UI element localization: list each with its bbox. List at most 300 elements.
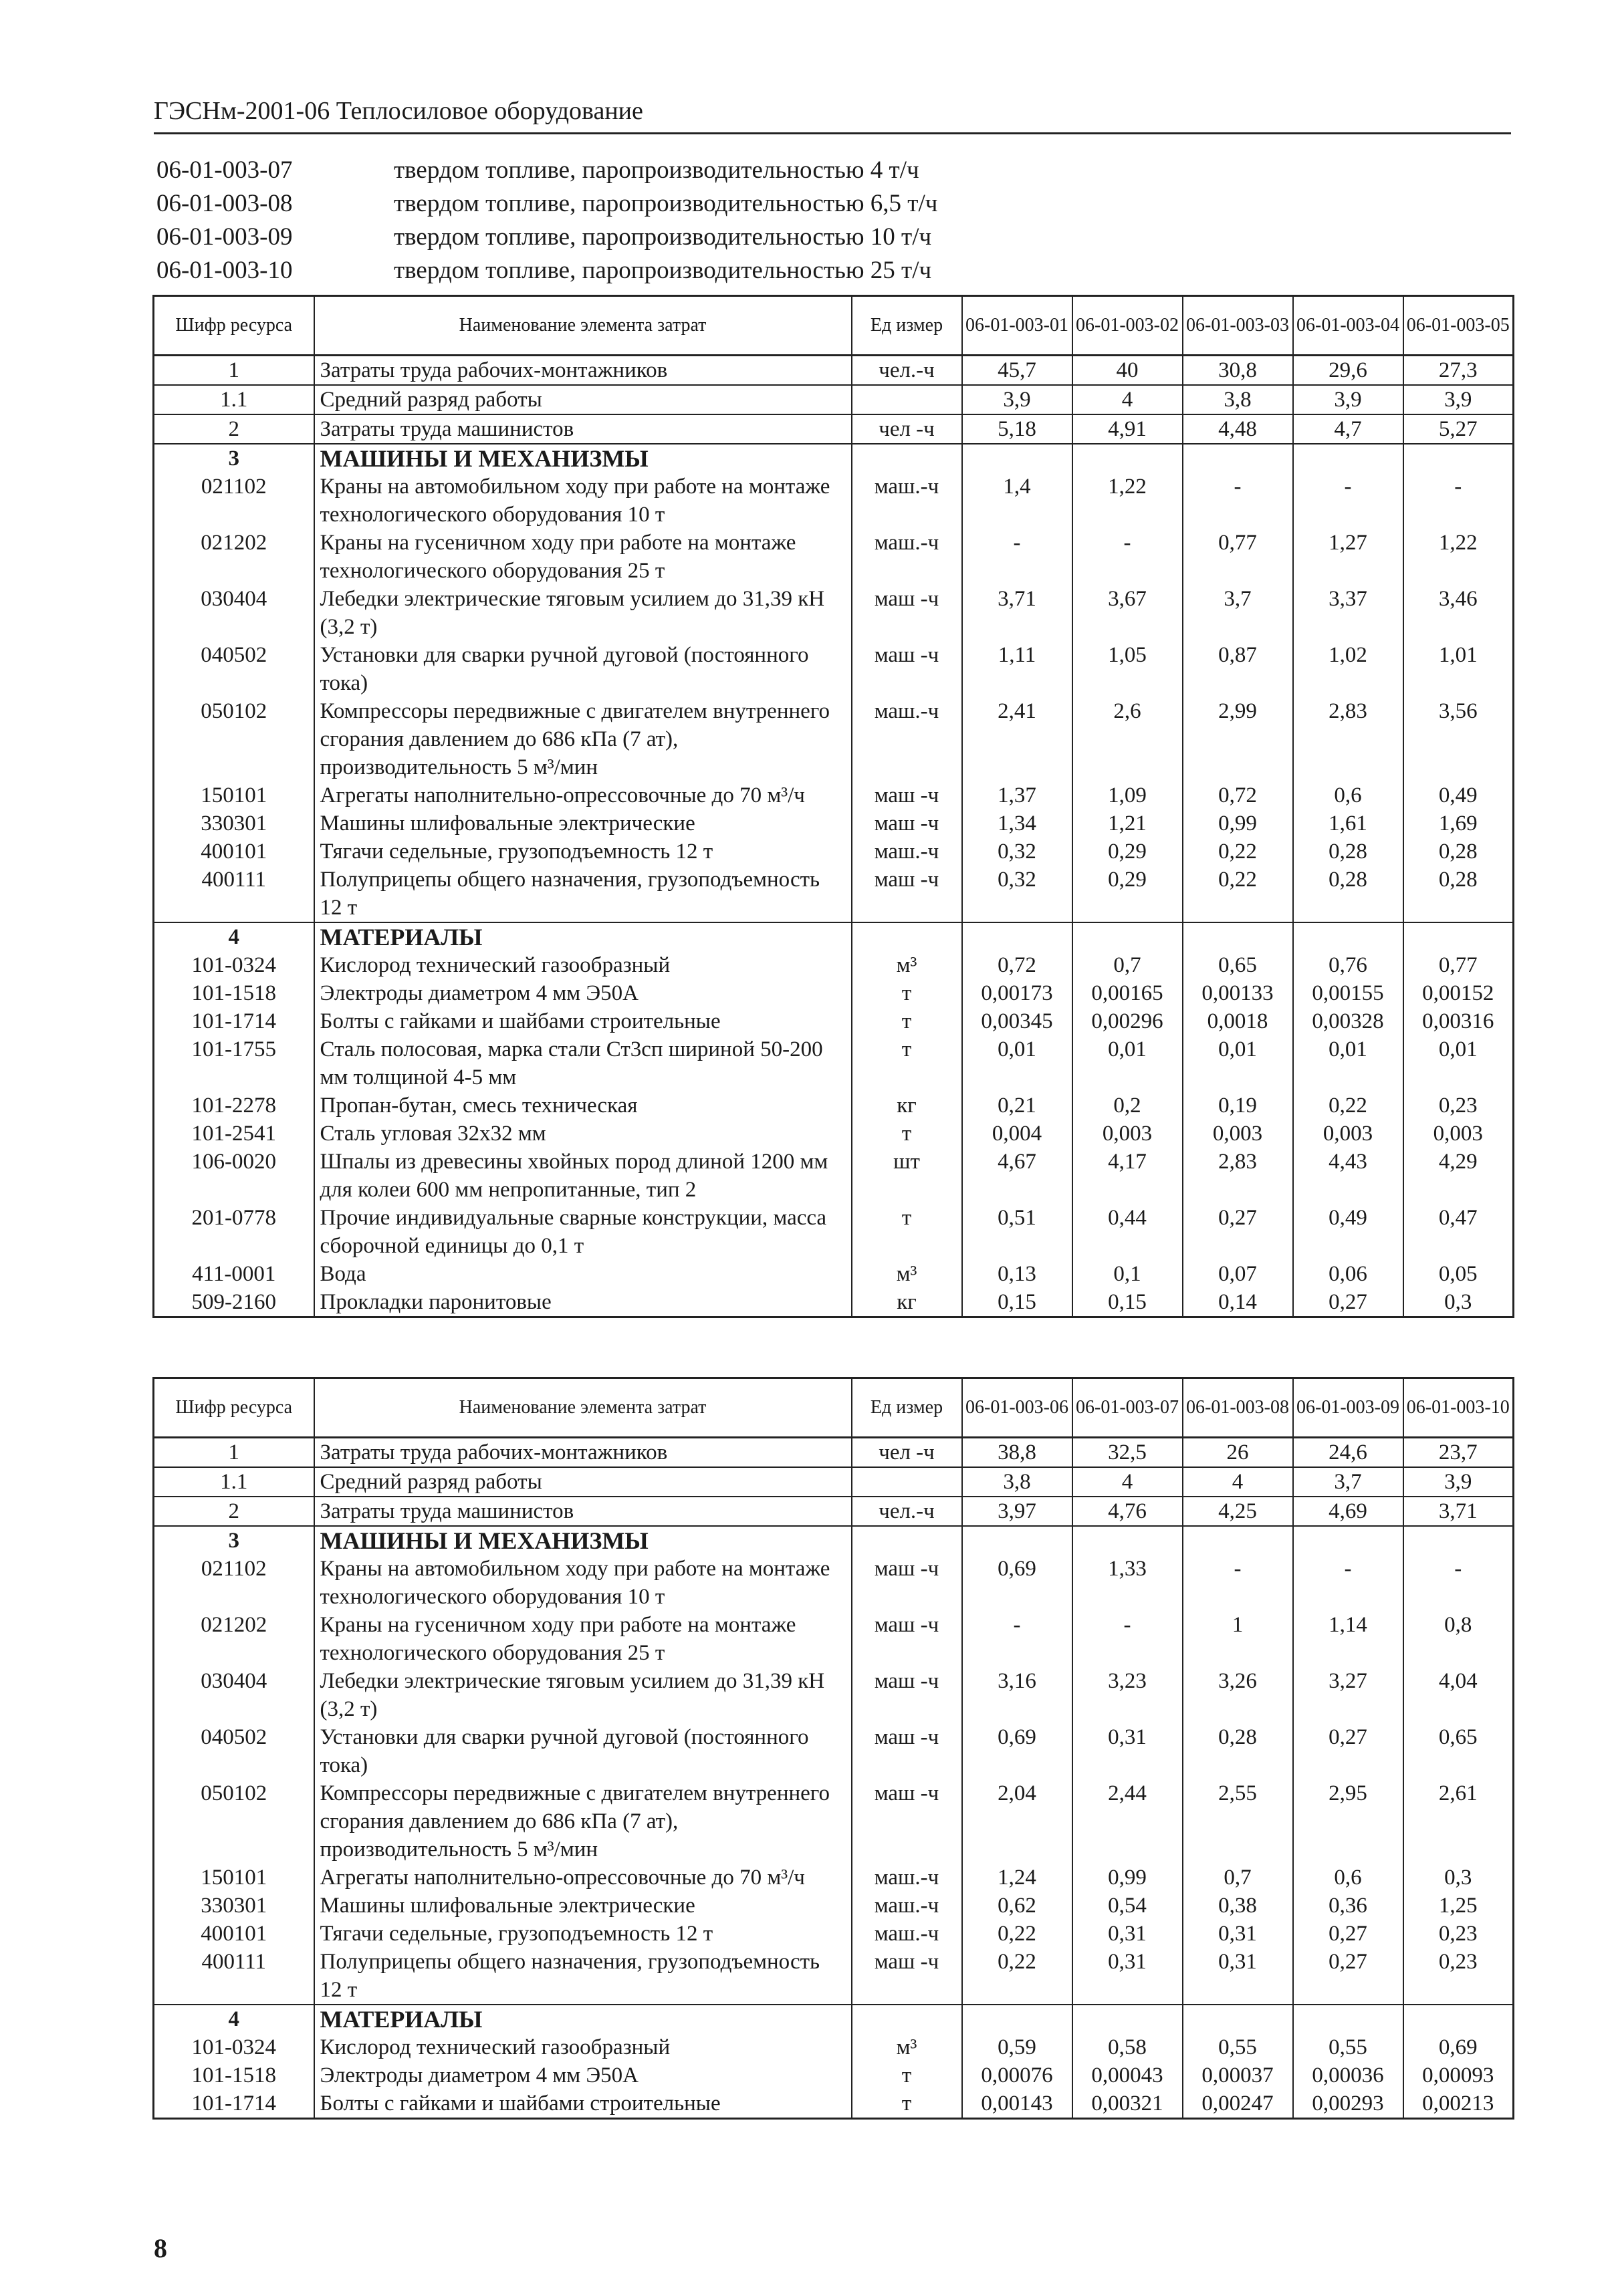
table-row xyxy=(154,697,1514,781)
cell-value: 2,83 xyxy=(1293,697,1403,781)
header-unit: Ед измер xyxy=(852,1378,962,1438)
header-unit: Ед измер xyxy=(852,296,962,356)
cell-code: 101-2541 xyxy=(154,1120,314,1148)
cell-unit: маш.-ч xyxy=(852,1892,962,1920)
cell-value: 0,28 xyxy=(1293,866,1403,922)
cell-value xyxy=(962,444,1072,473)
cell-unit: т xyxy=(852,1007,962,1035)
cell-value: 0,65 xyxy=(1403,1723,1514,1779)
table-row xyxy=(154,866,1514,922)
cell-value: 0,38 xyxy=(1183,1892,1293,1920)
table-row xyxy=(154,1120,1514,1148)
cell-unit: т xyxy=(852,1120,962,1148)
table-header-row xyxy=(154,1378,1514,1438)
header-col-4: 06-01-003-09 xyxy=(1293,1378,1403,1438)
table-row xyxy=(154,951,1514,979)
cell-value: 0,6 xyxy=(1293,1864,1403,1892)
table-row xyxy=(154,1467,1514,1497)
cell-value: 0,65 xyxy=(1183,951,1293,979)
cell-value: 2,83 xyxy=(1183,1148,1293,1204)
code-description: твердом топливе, паропроизводительностью 4 т/ч xyxy=(394,156,919,184)
cell-value: 0,004 xyxy=(962,1120,1072,1148)
cell-code: 050102 xyxy=(154,697,314,781)
cell-unit xyxy=(852,922,962,951)
cell-value: 0,29 xyxy=(1072,838,1183,866)
table-row xyxy=(154,414,1514,444)
cell-code: 4 xyxy=(154,2005,314,2033)
table-row xyxy=(154,838,1514,866)
cell-value: 4,76 xyxy=(1072,1497,1183,1526)
cell-unit: м³ xyxy=(852,2033,962,2061)
cell-value xyxy=(1403,444,1514,473)
cell-value: 0,00345 xyxy=(962,1007,1072,1035)
cell-unit: маш -ч xyxy=(852,1611,962,1667)
cell-value: 5,18 xyxy=(962,414,1072,444)
cell-value: 1,69 xyxy=(1403,809,1514,838)
cell-value: 0,00213 xyxy=(1403,2089,1514,2119)
cell-value xyxy=(1183,1526,1293,1555)
cell-name: Затраты труда рабочих-монтажников xyxy=(314,356,852,386)
cell-name: Электроды диаметром 4 мм Э50А xyxy=(314,979,852,1007)
cell-value: 3,67 xyxy=(1072,585,1183,641)
cell-unit: маш.-ч xyxy=(852,529,962,585)
cell-name: Болты с гайками и шайбами строительные xyxy=(314,2089,852,2119)
cell-name: Сталь угловая 32х32 мм xyxy=(314,1120,852,1148)
cell-value xyxy=(1293,922,1403,951)
cell-code: 021102 xyxy=(154,473,314,529)
code-row xyxy=(156,254,1427,287)
section-row xyxy=(154,922,1514,951)
cell-value: 2,44 xyxy=(1072,1779,1183,1864)
cell-name: Компрессоры передвижные с двигателем внутреннего сгорания давлением до 686 кПа (7 ат), производительность 5 м³/мин xyxy=(314,697,852,781)
cell-value: 4 xyxy=(1072,1467,1183,1497)
cell-unit: т xyxy=(852,2061,962,2089)
cell-value: 0,99 xyxy=(1183,809,1293,838)
cell-name: Шпалы из древесины хвойных пород длиной 1200 мм для колеи 600 мм непропитанные, тип 2 xyxy=(314,1148,852,1204)
cell-value: 1,4 xyxy=(962,473,1072,529)
cell-value: 0,77 xyxy=(1403,951,1514,979)
cell-value: 0,00043 xyxy=(1072,2061,1183,2089)
cell-value: 3,9 xyxy=(962,385,1072,414)
cell-value: - xyxy=(962,529,1072,585)
cell-value: 3,56 xyxy=(1403,697,1514,781)
cell-value: 3,23 xyxy=(1072,1667,1183,1723)
cell-value: 0,00321 xyxy=(1072,2089,1183,2119)
cell-value: 0,87 xyxy=(1183,641,1293,697)
cell-value: 0,00155 xyxy=(1293,979,1403,1007)
cell-value: 1,37 xyxy=(962,781,1072,809)
cell-value: 0,15 xyxy=(1072,1288,1183,1317)
cell-value: 3,71 xyxy=(962,585,1072,641)
table-row xyxy=(154,809,1514,838)
table-row xyxy=(154,1204,1514,1260)
cell-value: 0,8 xyxy=(1403,1611,1514,1667)
table-row xyxy=(154,1438,1514,1468)
cell-name: МАТЕРИАЛЫ xyxy=(314,922,852,951)
table-row xyxy=(154,781,1514,809)
cell-value: 3,9 xyxy=(1293,385,1403,414)
cell-value: 0,7 xyxy=(1183,1864,1293,1892)
table-row xyxy=(154,1007,1514,1035)
cell-name: Лебедки электрические тяговым усилием до 31,39 кН (3,2 т) xyxy=(314,1667,852,1723)
cell-name: Полуприцепы общего назначения, грузоподъемность 12 т xyxy=(314,1948,852,2005)
cell-code: 400111 xyxy=(154,866,314,922)
cell-unit: т xyxy=(852,1035,962,1092)
cell-value: 0,31 xyxy=(1072,1920,1183,1948)
cell-value xyxy=(1072,922,1183,951)
cell-value: 0,59 xyxy=(962,2033,1072,2061)
cell-value: 1,14 xyxy=(1293,1611,1403,1667)
table-row xyxy=(154,1035,1514,1092)
cell-value: 0,3 xyxy=(1403,1864,1514,1892)
cell-value: 0,51 xyxy=(962,1204,1072,1260)
cell-value: 3,9 xyxy=(1403,385,1514,414)
cell-value: 1,24 xyxy=(962,1864,1072,1892)
cell-name: Вода xyxy=(314,1260,852,1288)
header-col-5: 06-01-003-05 xyxy=(1403,296,1514,356)
header-code: Шифр ресурса xyxy=(154,296,314,356)
cell-unit: маш -ч xyxy=(852,866,962,922)
cell-value: 0,27 xyxy=(1293,1920,1403,1948)
cell-value: 3,71 xyxy=(1403,1497,1514,1526)
cell-code: 1.1 xyxy=(154,385,314,414)
cell-value: 4,48 xyxy=(1183,414,1293,444)
cell-unit: маш -ч xyxy=(852,1555,962,1611)
cell-value: 0,31 xyxy=(1072,1948,1183,2005)
cell-value: 1,33 xyxy=(1072,1555,1183,1611)
cell-unit: маш.-ч xyxy=(852,1920,962,1948)
cell-unit: маш -ч xyxy=(852,1667,962,1723)
cell-name: Электроды диаметром 4 мм Э50А xyxy=(314,2061,852,2089)
cell-value: 0,15 xyxy=(962,1288,1072,1317)
cell-name: Кислород технический газообразный xyxy=(314,951,852,979)
cell-value: - xyxy=(1403,1555,1514,1611)
cell-value: 0,31 xyxy=(1072,1723,1183,1779)
cell-unit: маш.-ч xyxy=(852,1864,962,1892)
cell-unit: чел -ч xyxy=(852,1438,962,1468)
cell-value: 3,26 xyxy=(1183,1667,1293,1723)
cell-value xyxy=(1403,1526,1514,1555)
cell-value: 1,11 xyxy=(962,641,1072,697)
cell-name: Установки для сварки ручной дуговой (постоянного тока) xyxy=(314,641,852,697)
code-number: 06-01-003-10 xyxy=(156,257,293,284)
cell-value: 0,3 xyxy=(1403,1288,1514,1317)
cell-value: 2,41 xyxy=(962,697,1072,781)
cell-value xyxy=(1072,1526,1183,1555)
section-row xyxy=(154,2005,1514,2033)
code-row xyxy=(156,221,1427,254)
cell-code: 2 xyxy=(154,414,314,444)
cell-name: Тягачи седельные, грузоподъемность 12 т xyxy=(314,838,852,866)
cell-value: - xyxy=(1072,1611,1183,1667)
cell-code: 400101 xyxy=(154,838,314,866)
cell-value: 1,27 xyxy=(1293,529,1403,585)
cell-value: - xyxy=(1183,473,1293,529)
cell-value xyxy=(1183,2005,1293,2033)
cell-value: 0,31 xyxy=(1183,1948,1293,2005)
cell-value: 0,22 xyxy=(1183,838,1293,866)
table-row xyxy=(154,1260,1514,1288)
cell-code: 101-1714 xyxy=(154,2089,314,2119)
cell-value: 1,01 xyxy=(1403,641,1514,697)
cell-value: 38,8 xyxy=(962,1438,1072,1468)
cell-code: 1 xyxy=(154,356,314,386)
cell-name: Пропан-бутан, смесь техническая xyxy=(314,1092,852,1120)
table-header-row xyxy=(154,296,1514,356)
cell-value: 0,32 xyxy=(962,866,1072,922)
cell-code: 411-0001 xyxy=(154,1260,314,1288)
cell-unit: чел.-ч xyxy=(852,356,962,386)
cell-value xyxy=(1293,2005,1403,2033)
cell-value: 3,27 xyxy=(1293,1667,1403,1723)
cell-value: 0,69 xyxy=(1403,2033,1514,2061)
cell-value: 0,19 xyxy=(1183,1092,1293,1120)
code-description: твердом топливе, паропроизводительностью 25 т/ч xyxy=(394,257,932,284)
cell-code: 106-0020 xyxy=(154,1148,314,1204)
cell-name: Прокладки паронитовые xyxy=(314,1288,852,1317)
cell-value: 4,69 xyxy=(1293,1497,1403,1526)
cell-value: 0,28 xyxy=(1183,1723,1293,1779)
cell-code: 4 xyxy=(154,922,314,951)
cell-value: 2,55 xyxy=(1183,1779,1293,1864)
cell-value: 0,22 xyxy=(1293,1092,1403,1120)
cell-value: 0,22 xyxy=(962,1920,1072,1948)
cell-unit: чел -ч xyxy=(852,414,962,444)
cell-name: Тягачи седельные, грузоподъемность 12 т xyxy=(314,1920,852,1948)
cell-name: Сталь полосовая, марка стали Ст3сп шириной 50-200 мм толщиной 4-5 мм xyxy=(314,1035,852,1092)
cell-name: МАТЕРИАЛЫ xyxy=(314,2005,852,2033)
cell-value: 26 xyxy=(1183,1438,1293,1468)
cell-code: 330301 xyxy=(154,809,314,838)
cell-value: 0,76 xyxy=(1293,951,1403,979)
cell-value: 0,23 xyxy=(1403,1920,1514,1948)
cell-code: 509-2160 xyxy=(154,1288,314,1317)
table-row xyxy=(154,2061,1514,2089)
cell-value: 0,31 xyxy=(1183,1920,1293,1948)
cell-value: 3,97 xyxy=(962,1497,1072,1526)
cell-name: Полуприцепы общего назначения, грузоподъемность 12 т xyxy=(314,866,852,922)
cell-value: 0,54 xyxy=(1072,1892,1183,1920)
cell-value: 1,22 xyxy=(1072,473,1183,529)
cell-value: 0,27 xyxy=(1293,1723,1403,1779)
cell-unit: кг xyxy=(852,1092,962,1120)
header-col-1: 06-01-003-01 xyxy=(962,296,1072,356)
header-col-5: 06-01-003-10 xyxy=(1403,1378,1514,1438)
table-row xyxy=(154,585,1514,641)
cell-value: 2,95 xyxy=(1293,1779,1403,1864)
cell-value xyxy=(1072,444,1183,473)
table-row xyxy=(154,1864,1514,1892)
code-description: твердом топливе, паропроизводительностью 10 т/ч xyxy=(394,223,932,251)
cell-value: 4,25 xyxy=(1183,1497,1293,1526)
cell-value: 0,21 xyxy=(962,1092,1072,1120)
cell-unit: т xyxy=(852,1204,962,1260)
cell-value: 4 xyxy=(1183,1467,1293,1497)
code-row xyxy=(156,154,1427,187)
cell-value: 0,44 xyxy=(1072,1204,1183,1260)
cell-code: 1.1 xyxy=(154,1467,314,1497)
table-row xyxy=(154,1920,1514,1948)
cell-value: 23,7 xyxy=(1403,1438,1514,1468)
cell-unit: маш.-ч xyxy=(852,697,962,781)
header-code: Шифр ресурса xyxy=(154,1378,314,1438)
cell-value: 4,04 xyxy=(1403,1667,1514,1723)
table-row xyxy=(154,1555,1514,1611)
cell-code: 101-0324 xyxy=(154,2033,314,2061)
cell-unit xyxy=(852,385,962,414)
cell-value: 30,8 xyxy=(1183,356,1293,386)
cell-value: 0,7 xyxy=(1072,951,1183,979)
table-row xyxy=(154,2089,1514,2119)
cell-code: 021202 xyxy=(154,1611,314,1667)
table-row xyxy=(154,356,1514,386)
cell-value: 0,72 xyxy=(1183,781,1293,809)
cell-value: 0,01 xyxy=(1403,1035,1514,1092)
cell-unit: маш.-ч xyxy=(852,838,962,866)
cell-value: 0,00316 xyxy=(1403,1007,1514,1035)
cell-code: 030404 xyxy=(154,1667,314,1723)
cell-unit: т xyxy=(852,979,962,1007)
cell-value: 0,47 xyxy=(1403,1204,1514,1260)
cell-value: 0,1 xyxy=(1072,1260,1183,1288)
table-row xyxy=(154,1892,1514,1920)
cell-name: Машины шлифовальные электрические xyxy=(314,809,852,838)
cell-value: 0,00328 xyxy=(1293,1007,1403,1035)
cell-value: 0,05 xyxy=(1403,1260,1514,1288)
cell-value: - xyxy=(1072,529,1183,585)
cell-name: Агрегаты наполнительно-опрессовочные до 70 м³/ч xyxy=(314,1864,852,1892)
cell-value: 2,99 xyxy=(1183,697,1293,781)
cell-value xyxy=(1183,444,1293,473)
cell-value xyxy=(962,922,1072,951)
table-row xyxy=(154,1667,1514,1723)
cell-value: 24,6 xyxy=(1293,1438,1403,1468)
document-title: ГЭСНм-2001-06 Теплосиловое оборудование xyxy=(154,97,643,125)
cell-code: 021202 xyxy=(154,529,314,585)
cell-name: Средний разряд работы xyxy=(314,1467,852,1497)
cell-code: 050102 xyxy=(154,1779,314,1864)
cell-value: 0,23 xyxy=(1403,1948,1514,2005)
cell-name: Краны на автомобильном ходу при работе на монтаже технологического оборудования 10 т xyxy=(314,1555,852,1611)
cell-value: 3,7 xyxy=(1183,585,1293,641)
cell-value: 32,5 xyxy=(1072,1438,1183,1468)
cell-name: Установки для сварки ручной дуговой (постоянного тока) xyxy=(314,1723,852,1779)
cell-code: 101-2278 xyxy=(154,1092,314,1120)
cell-name: Затраты труда машинистов xyxy=(314,1497,852,1526)
cell-value: 3,16 xyxy=(962,1667,1072,1723)
cell-value: 0,00036 xyxy=(1293,2061,1403,2089)
cell-value: 0,00165 xyxy=(1072,979,1183,1007)
cell-value: 0,00296 xyxy=(1072,1007,1183,1035)
cell-value: 0,00093 xyxy=(1403,2061,1514,2089)
cell-value: 45,7 xyxy=(962,356,1072,386)
header-col-2: 06-01-003-02 xyxy=(1072,296,1183,356)
cell-value: 0,55 xyxy=(1293,2033,1403,2061)
cell-code: 3 xyxy=(154,444,314,473)
table-row xyxy=(154,979,1514,1007)
cell-value: 0,2 xyxy=(1072,1092,1183,1120)
cell-value xyxy=(1293,1526,1403,1555)
cell-value: 0,14 xyxy=(1183,1288,1293,1317)
cell-value: 0,01 xyxy=(962,1035,1072,1092)
cell-value: 0,01 xyxy=(1293,1035,1403,1092)
cell-value: 1,34 xyxy=(962,809,1072,838)
header-col-2: 06-01-003-07 xyxy=(1072,1378,1183,1438)
cell-value: 4,17 xyxy=(1072,1148,1183,1204)
cell-code: 101-1518 xyxy=(154,2061,314,2089)
cell-code: 1 xyxy=(154,1438,314,1468)
cell-name: Краны на гусеничном ходу при работе на монтаже технологического оборудования 25 т xyxy=(314,529,852,585)
page-number: 8 xyxy=(154,2233,167,2263)
cell-code: 101-0324 xyxy=(154,951,314,979)
cell-value: 5,27 xyxy=(1403,414,1514,444)
cell-value: 0,58 xyxy=(1072,2033,1183,2061)
cell-code: 040502 xyxy=(154,1723,314,1779)
cell-value xyxy=(1403,922,1514,951)
cell-unit: маш -ч xyxy=(852,809,962,838)
code-description: твердом топливе, паропроизводительностью 6,5 т/ч xyxy=(394,190,938,217)
table-row xyxy=(154,1779,1514,1864)
cell-value: 3,9 xyxy=(1403,1467,1514,1497)
cell-value: 0,28 xyxy=(1403,866,1514,922)
section-row xyxy=(154,1526,1514,1555)
cell-name: Краны на гусеничном ходу при работе на монтаже технологического оборудования 25 т xyxy=(314,1611,852,1667)
cell-unit: шт xyxy=(852,1148,962,1204)
cell-value xyxy=(1072,2005,1183,2033)
cell-value: - xyxy=(1403,473,1514,529)
cell-value xyxy=(1403,2005,1514,2033)
cell-name: Средний разряд работы xyxy=(314,385,852,414)
cell-value: 0,28 xyxy=(1403,838,1514,866)
cell-name: Краны на автомобильном ходу при работе на монтаже технологического оборудования 10 т xyxy=(314,473,852,529)
cell-name: Машины шлифовальные электрические xyxy=(314,1892,852,1920)
header-name: Наименование элемента затрат xyxy=(314,296,852,356)
cell-value: 2,6 xyxy=(1072,697,1183,781)
cell-value: 0,00076 xyxy=(962,2061,1072,2089)
cell-value: 0,69 xyxy=(962,1555,1072,1611)
cell-unit: т xyxy=(852,2089,962,2119)
resource-table-1 xyxy=(152,295,1514,1318)
cell-value: 0,72 xyxy=(962,951,1072,979)
cell-value: 27,3 xyxy=(1403,356,1514,386)
cell-code: 030404 xyxy=(154,585,314,641)
table-row xyxy=(154,529,1514,585)
cell-value: 0,003 xyxy=(1403,1120,1514,1148)
cell-value: 4,91 xyxy=(1072,414,1183,444)
header-col-3: 06-01-003-08 xyxy=(1183,1378,1293,1438)
header-col-1: 06-01-003-06 xyxy=(962,1378,1072,1438)
code-row xyxy=(156,187,1427,221)
cell-code: 150101 xyxy=(154,1864,314,1892)
cell-value: 0,22 xyxy=(1183,866,1293,922)
cell-value: 1,25 xyxy=(1403,1892,1514,1920)
cell-value: 0,003 xyxy=(1183,1120,1293,1148)
cell-value: 4,67 xyxy=(962,1148,1072,1204)
cell-value: 1,61 xyxy=(1293,809,1403,838)
resource-table-2 xyxy=(152,1377,1514,2120)
cell-unit xyxy=(852,1467,962,1497)
cell-unit xyxy=(852,444,962,473)
cell-value: 3,46 xyxy=(1403,585,1514,641)
code-list xyxy=(156,154,1427,287)
cell-code: 400111 xyxy=(154,1948,314,2005)
cell-value: 0,29 xyxy=(1072,866,1183,922)
cell-value: 0,23 xyxy=(1403,1092,1514,1120)
cell-value: 0,27 xyxy=(1293,1288,1403,1317)
table-row xyxy=(154,1497,1514,1526)
cell-value: - xyxy=(962,1611,1072,1667)
table-row xyxy=(154,641,1514,697)
